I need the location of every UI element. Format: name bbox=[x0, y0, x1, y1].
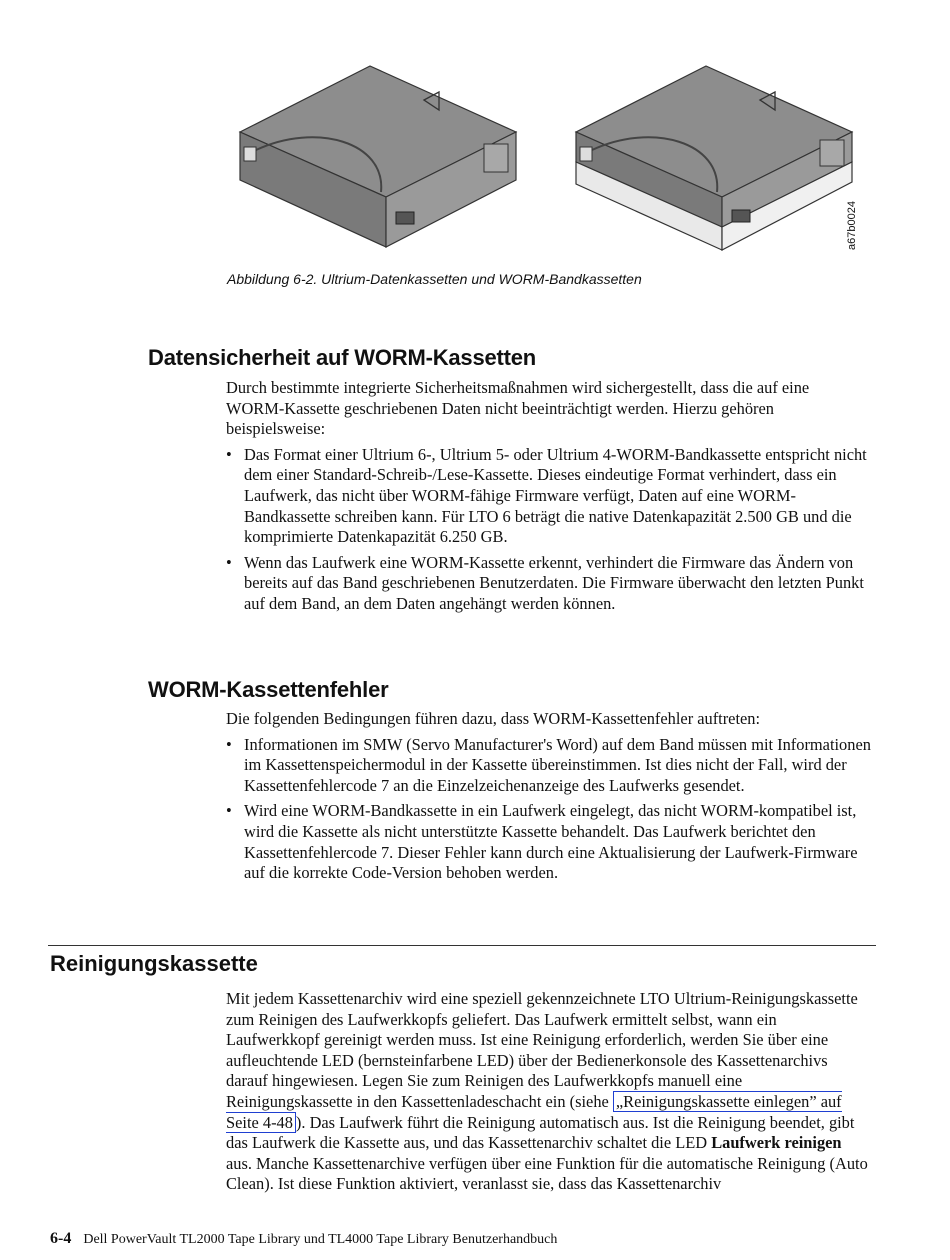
figure-id-label: a67b0024 bbox=[846, 201, 858, 250]
data-cartridge-drawing bbox=[240, 66, 516, 247]
list-item: • Das Format einer Ultrium 6-, Ultrium 5- oder Ultrium 4-WORM-Bandkassette entspricht nicht dem einer Standard-Schreib-/Lese-Kassette. Dieses eindeutige Format verhindert, dass ein Laufwerk, das nicht über WORM-fähige Firmware verfügt, Daten auf eine WORM-Bandkassette schreiben kann. Für LTO 6 beträgt die native Datenkapazität 2.500 GB und die komprimierte Datenkapazität 6.250 GB. bbox=[226, 445, 871, 548]
text-run: aus. Manche Kassettenarchive verfügen über eine Funktion für die automatische Reinigung (Auto Clean). Ist diese Funktion aktiviert, veranlasst sie, dass das Kassettenarchiv bbox=[226, 1153, 868, 1194]
bullet-list bbox=[226, 445, 871, 615]
bullet-list bbox=[226, 735, 871, 884]
bold-term: Laufwerk reinigen bbox=[711, 1133, 842, 1153]
paragraph bbox=[226, 989, 871, 1195]
section-divider bbox=[48, 945, 876, 946]
book-title: Dell PowerVault TL2000 Tape Library und TL4000 Tape Library Benutzerhandbuch bbox=[83, 1232, 558, 1247]
worm-cartridge-drawing bbox=[576, 66, 852, 250]
list-item: • Wenn das Laufwerk eine WORM-Kassette erkennt, verhindert die Firmware das Ändern von bereits auf das Band geschriebenen Benutzerdaten. Die Firmware überwacht den letzten Punkt auf dem Band, an dem Daten angehängt werden können. bbox=[226, 553, 871, 615]
section-heading-cleaning-cartridge: Reinigungskassette bbox=[50, 951, 258, 976]
section-heading-worm-security: Datensicherheit auf WORM-Kassetten bbox=[148, 345, 537, 370]
text-run: Mit jedem Kassettenarchiv wird eine speziell gekennzeichnete LTO Ultrium-Reinigungskassette zum Reinigen des Laufwerkkopfs geliefert. Das Laufwerk ermittelt selbst, wann ein Laufwerkkopf gereinigt werden muss. Ist eine Reinigung erforderlich, werden Sie über eine aufleuchtende LED (bernsteinfarbene LED) über der Bedienerkonsole des Kassettenarchivs darauf hingewiesen. Legen Sie zum Reinigen des Laufwerkkopfs manuell eine Reinigungskassette in den Kassettenladeschacht ein (siehe bbox=[226, 989, 858, 1111]
page-number: 6-4 bbox=[50, 1230, 72, 1247]
cartridge-illustration bbox=[236, 62, 876, 262]
section-worm-errors-body bbox=[226, 709, 871, 884]
paragraph: Durch bestimmte integrierte Sicherheitsmaßnahmen wird sichergestellt, dass die auf eine WORM-Kassette geschriebenen Daten nicht beeinträchtigt werden. Hierzu gehören beispielsweise: bbox=[226, 378, 810, 439]
cartridge-figure bbox=[236, 62, 876, 262]
section-worm-security-body bbox=[226, 378, 871, 615]
section-heading-worm-errors: WORM-Kassettenfehler bbox=[148, 677, 389, 702]
page-footer bbox=[50, 1230, 557, 1248]
text-run: ). Das Laufwerk führt die Reinigung automatisch aus. Ist die Reinigung beendet, gibt das Laufwerk die Kassette aus, und das Kassettenarchiv schaltet die LED bbox=[226, 1112, 855, 1153]
cross-reference-link[interactable]: „Reinigungskassette einlegen” auf Seite 4-48 bbox=[226, 1091, 842, 1132]
list-item: • Informationen im SMW (Servo Manufacturer's Word) auf dem Band müssen mit Informationen im Kassettenspeichermodul in der Kassette übereinstimmen. Ist dies nicht der Fall, wird der Kassettenfehlercode 7 an die Einzelzeichenanzeige des Laufwerks gesendet. bbox=[226, 735, 871, 797]
paragraph: Die folgenden Bedingungen führen dazu, dass WORM-Kassettenfehler auftreten: bbox=[226, 709, 761, 728]
figure-caption: Abbildung 6-2. Ultrium-Datenkassetten und WORM-Bandkassetten bbox=[227, 271, 642, 287]
section-cleaning-body bbox=[226, 989, 871, 1195]
list-item: • Wird eine WORM-Bandkassette in ein Laufwerk eingelegt, das nicht WORM-kompatibel ist, wird die Kassette als nicht unterstützte Kassette behandelt. Das Laufwerk berichtet den Kassettenfehlercode 7. Dieser Fehler kann durch eine Aktualisierung der Laufwerk-Firmware auf die korrekte Code-Version behoben werden. bbox=[226, 801, 871, 883]
